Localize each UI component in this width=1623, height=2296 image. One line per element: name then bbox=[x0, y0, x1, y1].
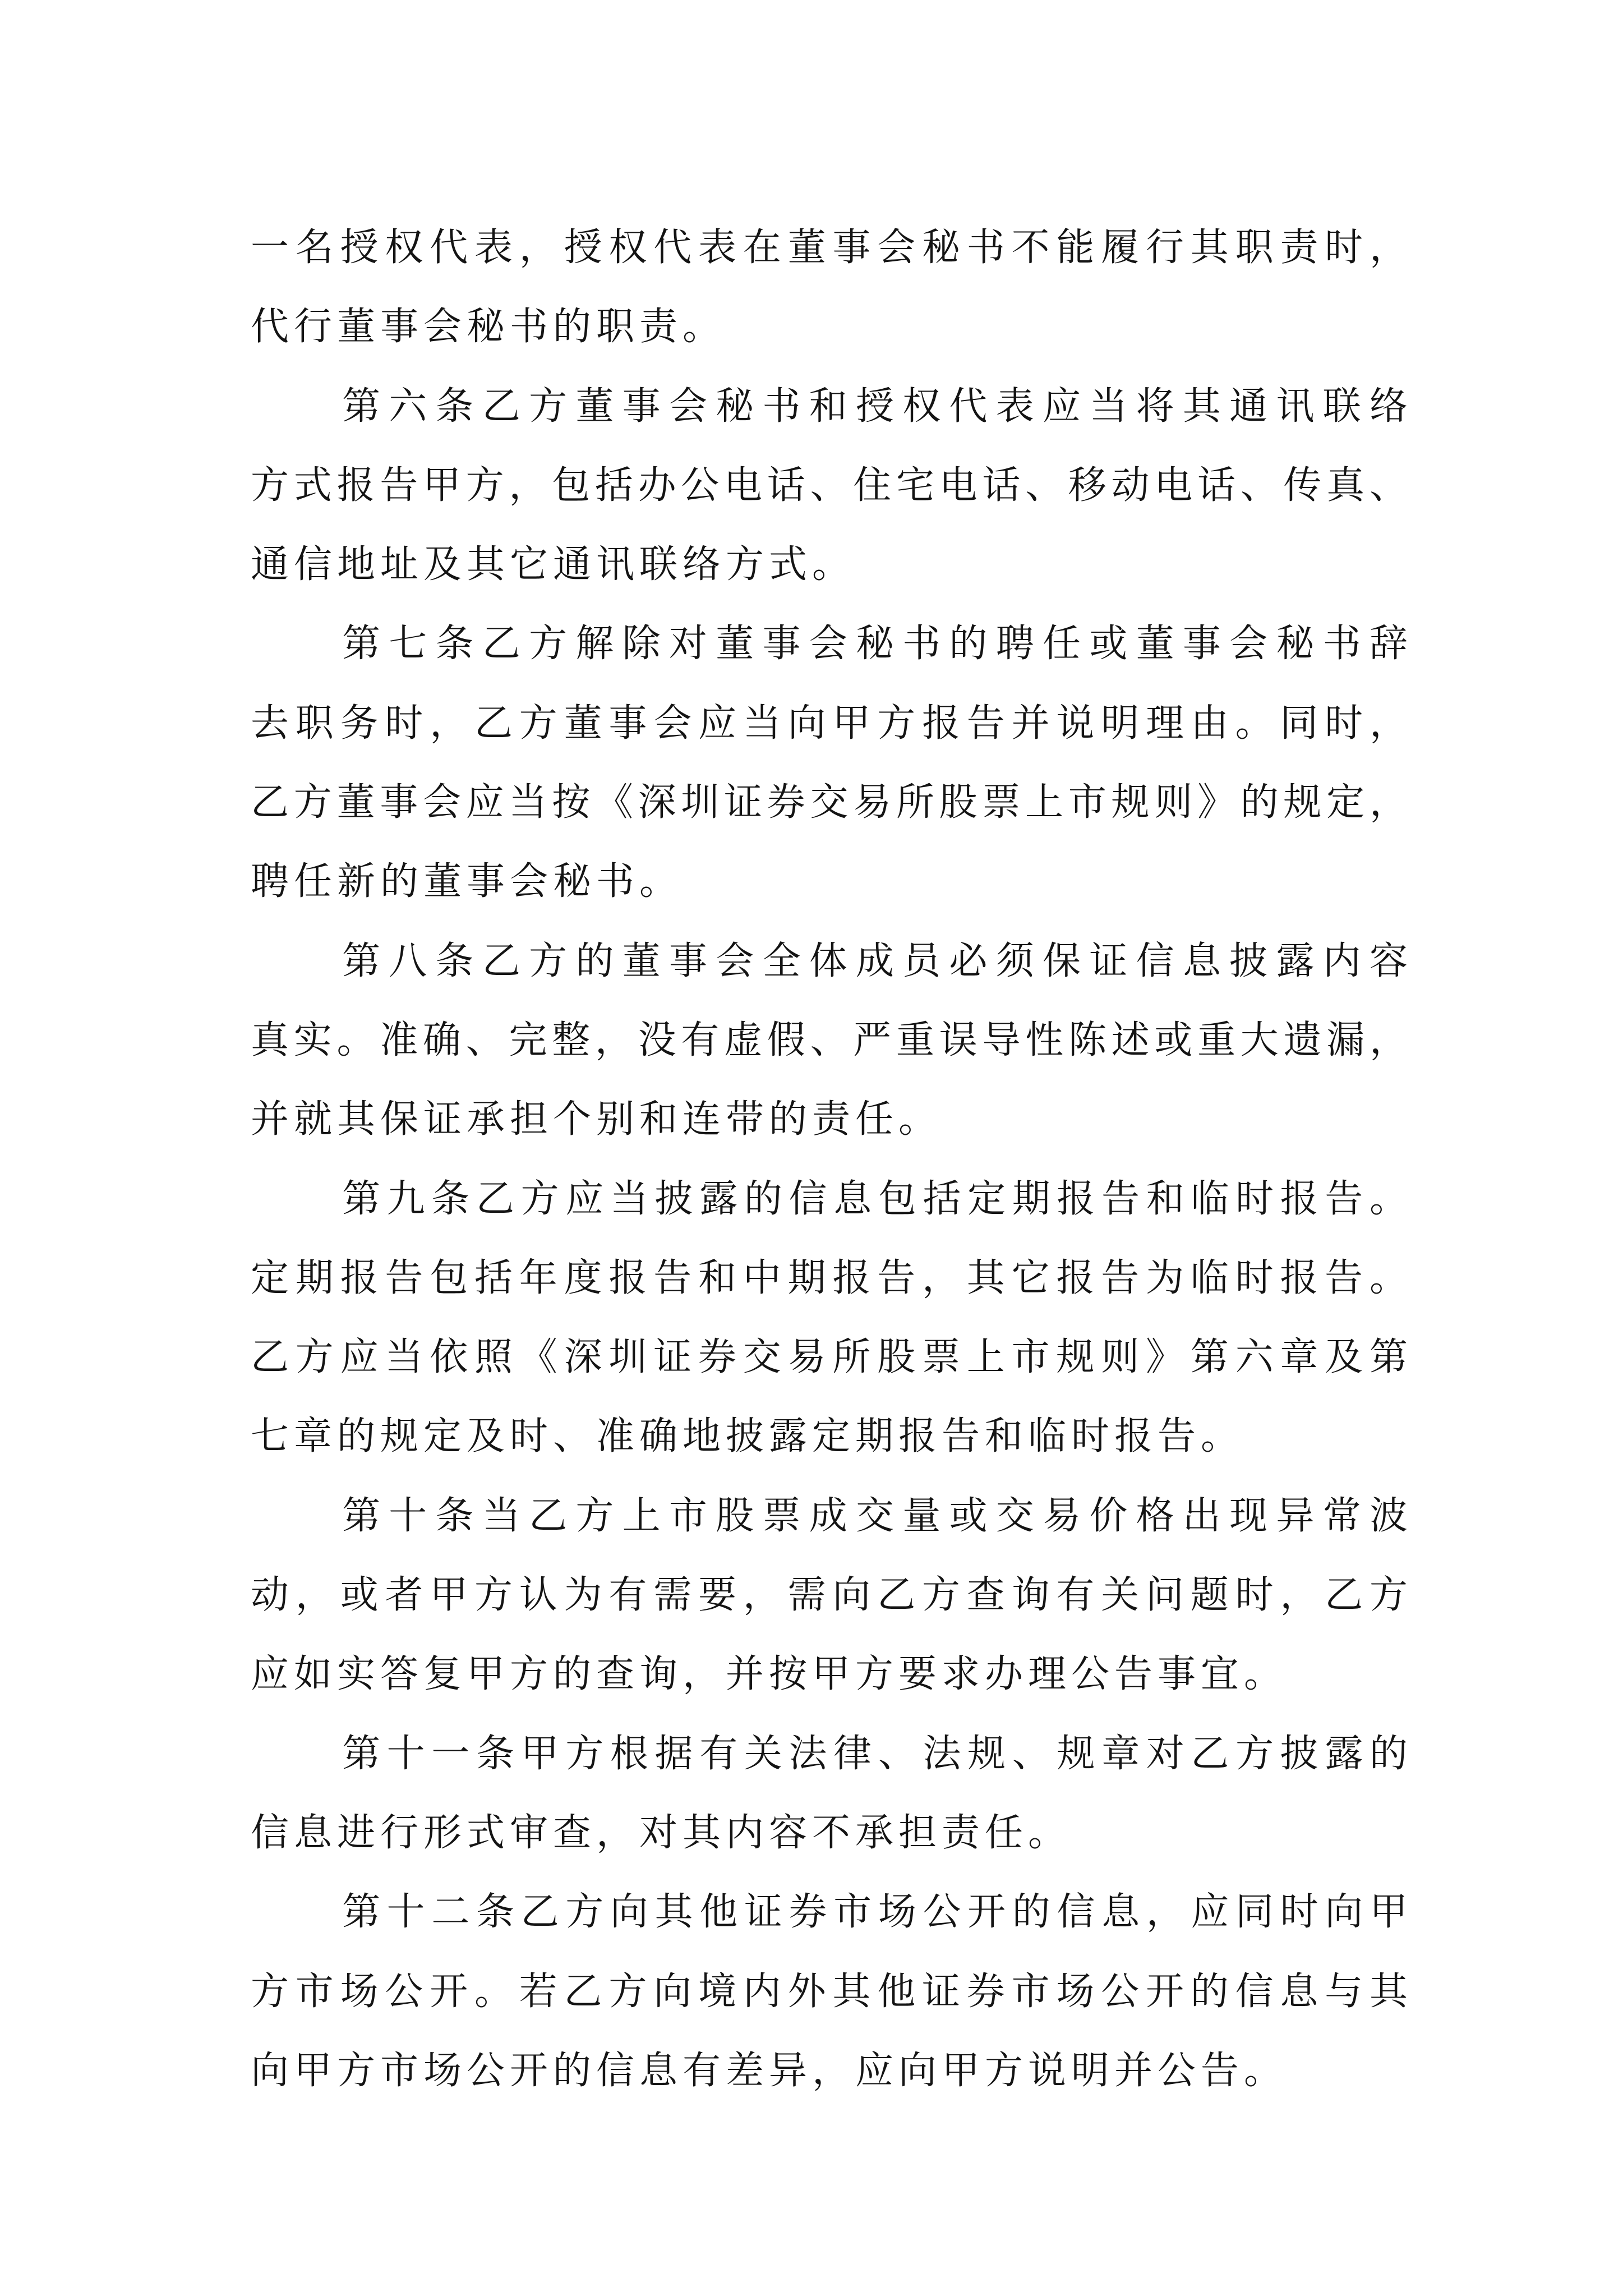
text-line: 七章的规定及时、准确地披露定期报告和临时报告。 bbox=[251, 1414, 1244, 1458]
text-line: 去职务时，乙方董事会应当向甲方报告并说明理由。同时， bbox=[251, 701, 1408, 746]
text-line: 第十二条乙方向其他证券市场公开的信息，应同时向甲 bbox=[342, 1890, 1408, 1934]
text-line: 乙方董事会应当按《深圳证券交易所股票上市规则》的规定， bbox=[251, 780, 1408, 825]
text-line: 第十一条甲方根据有关法律、法规、规章对乙方披露的 bbox=[342, 1732, 1408, 1776]
text-line: 信息进行形式审查，对其内容不承担责任。 bbox=[251, 1811, 1072, 1855]
text-line: 乙方应当依照《深圳证券交易所股票上市规则》第六章及第 bbox=[251, 1335, 1408, 1379]
text-line: 第八条乙方的董事会全体成员必须保证信息披露内容 bbox=[342, 939, 1408, 983]
text-line: 动，或者甲方认为有需要，需向乙方查询有关问题时，乙方 bbox=[251, 1573, 1408, 1617]
text-line: 第六条乙方董事会秘书和授权代表应当将其通讯联络 bbox=[342, 384, 1408, 429]
text-line: 通信地址及其它通讯联络方式。 bbox=[251, 542, 856, 587]
text-line: 方式报告甲方，包括办公电话、住宅电话、移动电话、传真、 bbox=[251, 463, 1408, 508]
text-line: 向甲方市场公开的信息有差异，应向甲方说明并公告。 bbox=[251, 2049, 1288, 2093]
text-line: 并就其保证承担个别和连带的责任。 bbox=[251, 1097, 942, 1142]
text-line: 一名授权代表，授权代表在董事会秘书不能履行其职责时， bbox=[251, 226, 1408, 270]
text-line: 定期报告包括年度报告和中期报告，其它报告为临时报告。 bbox=[251, 1256, 1408, 1300]
text-line: 第七条乙方解除对董事会秘书的聘任或董事会秘书辞 bbox=[342, 622, 1408, 666]
text-line: 第九条乙方应当披露的信息包括定期报告和临时报告。 bbox=[342, 1177, 1408, 1221]
text-line: 应如实答复甲方的查询，并按甲方要求办理公告事宜。 bbox=[251, 1652, 1288, 1696]
text-line: 真实。准确、完整，没有虚假、严重误导性陈述或重大遗漏， bbox=[251, 1018, 1408, 1062]
text-line: 方市场公开。若乙方向境内外其他证券市场公开的信息与其 bbox=[251, 1970, 1408, 2014]
text-line: 聘任新的董事会秘书。 bbox=[251, 859, 683, 904]
text-line: 第十条当乙方上市股票成交量或交易价格出现异常波 bbox=[342, 1494, 1408, 1538]
text-line: 代行董事会秘书的职责。 bbox=[251, 305, 726, 349]
